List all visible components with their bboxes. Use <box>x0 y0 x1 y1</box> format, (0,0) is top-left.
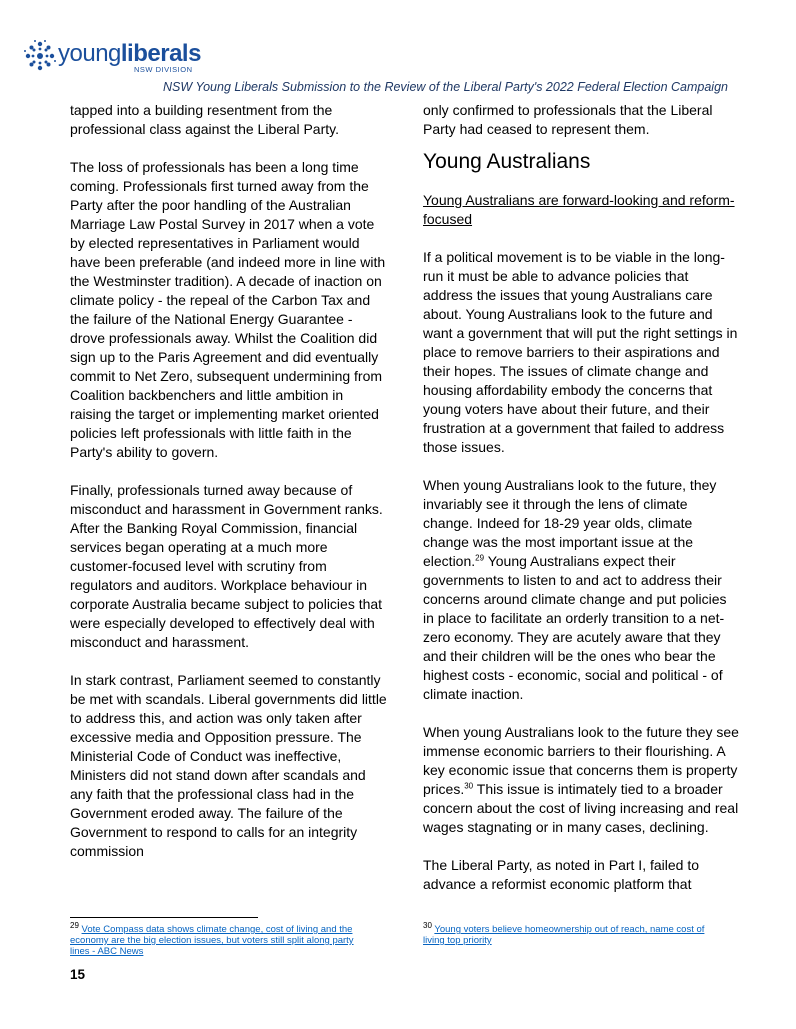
section-heading: Young Australians <box>423 150 591 173</box>
document-subtitle: NSW Young Liberals Submission to the Review of the Liberal Party's 2022 Federal Election Campaign <box>163 80 728 94</box>
paragraph: The Liberal Party, as noted in Part I, failed to advance a reformist economic platform that <box>423 857 700 892</box>
paragraph <box>423 476 741 704</box>
footnote-number: 30 <box>423 920 432 930</box>
young-liberals-logo-icon <box>22 38 58 74</box>
footnote-divider <box>70 917 258 918</box>
paragraph-text: Young Australians expect their governments to listen to and act to address their concerns around climate change and put policies in place to facilitate an orderly transition to a net-zero economy. They are acutely aware that they and their children will be the ones who bear the highest costs - economic, social and political - of climate inaction. <box>423 553 727 702</box>
paragraph-text: When young Australians look to the future they see immense economic barriers to their flourishing. A key economic issue that concerns them is property prices. <box>423 724 739 797</box>
paragraph: only confirmed to professionals that the Liberal Party had ceased to represent them. <box>423 102 713 137</box>
footnote-29 <box>70 920 375 957</box>
footnote-30 <box>423 920 728 946</box>
left-column <box>70 101 388 861</box>
footnote-ref-30[interactable]: 30 <box>464 781 474 791</box>
footnote-link[interactable]: Young voters believe homeownership out of reach, name cost of living top priority <box>423 924 705 946</box>
logo-division-text: NSW DIVISION <box>134 65 193 74</box>
page-number: 15 <box>70 967 86 982</box>
paragraph <box>423 723 741 837</box>
paragraph-text: When young Australians look to the future, they invariably see it through the lens of climate change. Indeed for 18-29 year olds, climate change was the most important issue at the election. <box>423 477 717 569</box>
paragraph: Finally, professionals turned away because of misconduct and harassment in Government ranks. After the Banking Royal Commission, financial services began operating at a much more customer-focused level with scrutiny from regulators and auditors. Workplace behaviour in corporate Australia became subject to policies that were especially developed to effectively deal with misconduct and harassment. <box>70 482 383 650</box>
logo-liberals-text: liberals <box>120 40 201 67</box>
section-subheading: Young Australians are forward-looking and reform-focused <box>423 192 735 227</box>
footnote-ref-29[interactable]: 29 <box>475 553 485 563</box>
footnote-link[interactable]: Vote Compass data shows climate change, cost of living and the economy are the big election issues, but voters still split along party lines - ABC News <box>70 924 354 957</box>
paragraph: If a political movement is to be viable in the long-run it must be able to advance policies that address the issues that young Australians care about. Young Australians look to the future and want a government that will put the right settings in place to remove barriers to their aspirations and their hopes. The issues of climate change and housing affordability embody the concerns that young voters have about their future, and their frustration at a government that failed to address those issues. <box>423 249 738 455</box>
right-column <box>423 101 741 894</box>
paragraph: In stark contrast, Parliament seemed to constantly be met with scandals. Liberal governments did little to address this, and action was only taken after excessive media and Opposition pressure. The Ministerial Code of Conduct was ineffective, Ministers did not stand down after scandals and any faith that the professional class had in the Government eroded away. The failure of the Government to respond to calls for an integrity commission <box>70 672 387 859</box>
footnote-number: 29 <box>70 920 79 930</box>
logo-young-text: young <box>58 40 121 67</box>
paragraph: The loss of professionals has been a long time coming. Professionals first turned away from the Party after the poor handling of the Australian Marriage Law Postal Survey in 2017 when a vote by elected representatives in Parliament would have been preferable (and indeed more in line with the Westminster tradition). A decade of inaction on climate policy - the repeal of the Carbon Tax and the failure of the National Energy Guarantee - drove professionals away. Whilst the Coalition did sign up to the Paris Agreement and did eventually commit to Net Zero, subsequent undermining from Coalition backbenchers and little ambition in raising the target or implementing market oriented policies left professionals with little faith in the Party's ability to govern. <box>70 159 386 460</box>
logo-wordmark <box>58 40 201 68</box>
paragraph-text: This issue is intimately tied to a broader concern about the cost of living increasing and real wages stagnating or in many cases, declining. <box>423 781 739 835</box>
paragraph: tapped into a building resentment from the professional class against the Liberal Party. <box>70 102 339 137</box>
